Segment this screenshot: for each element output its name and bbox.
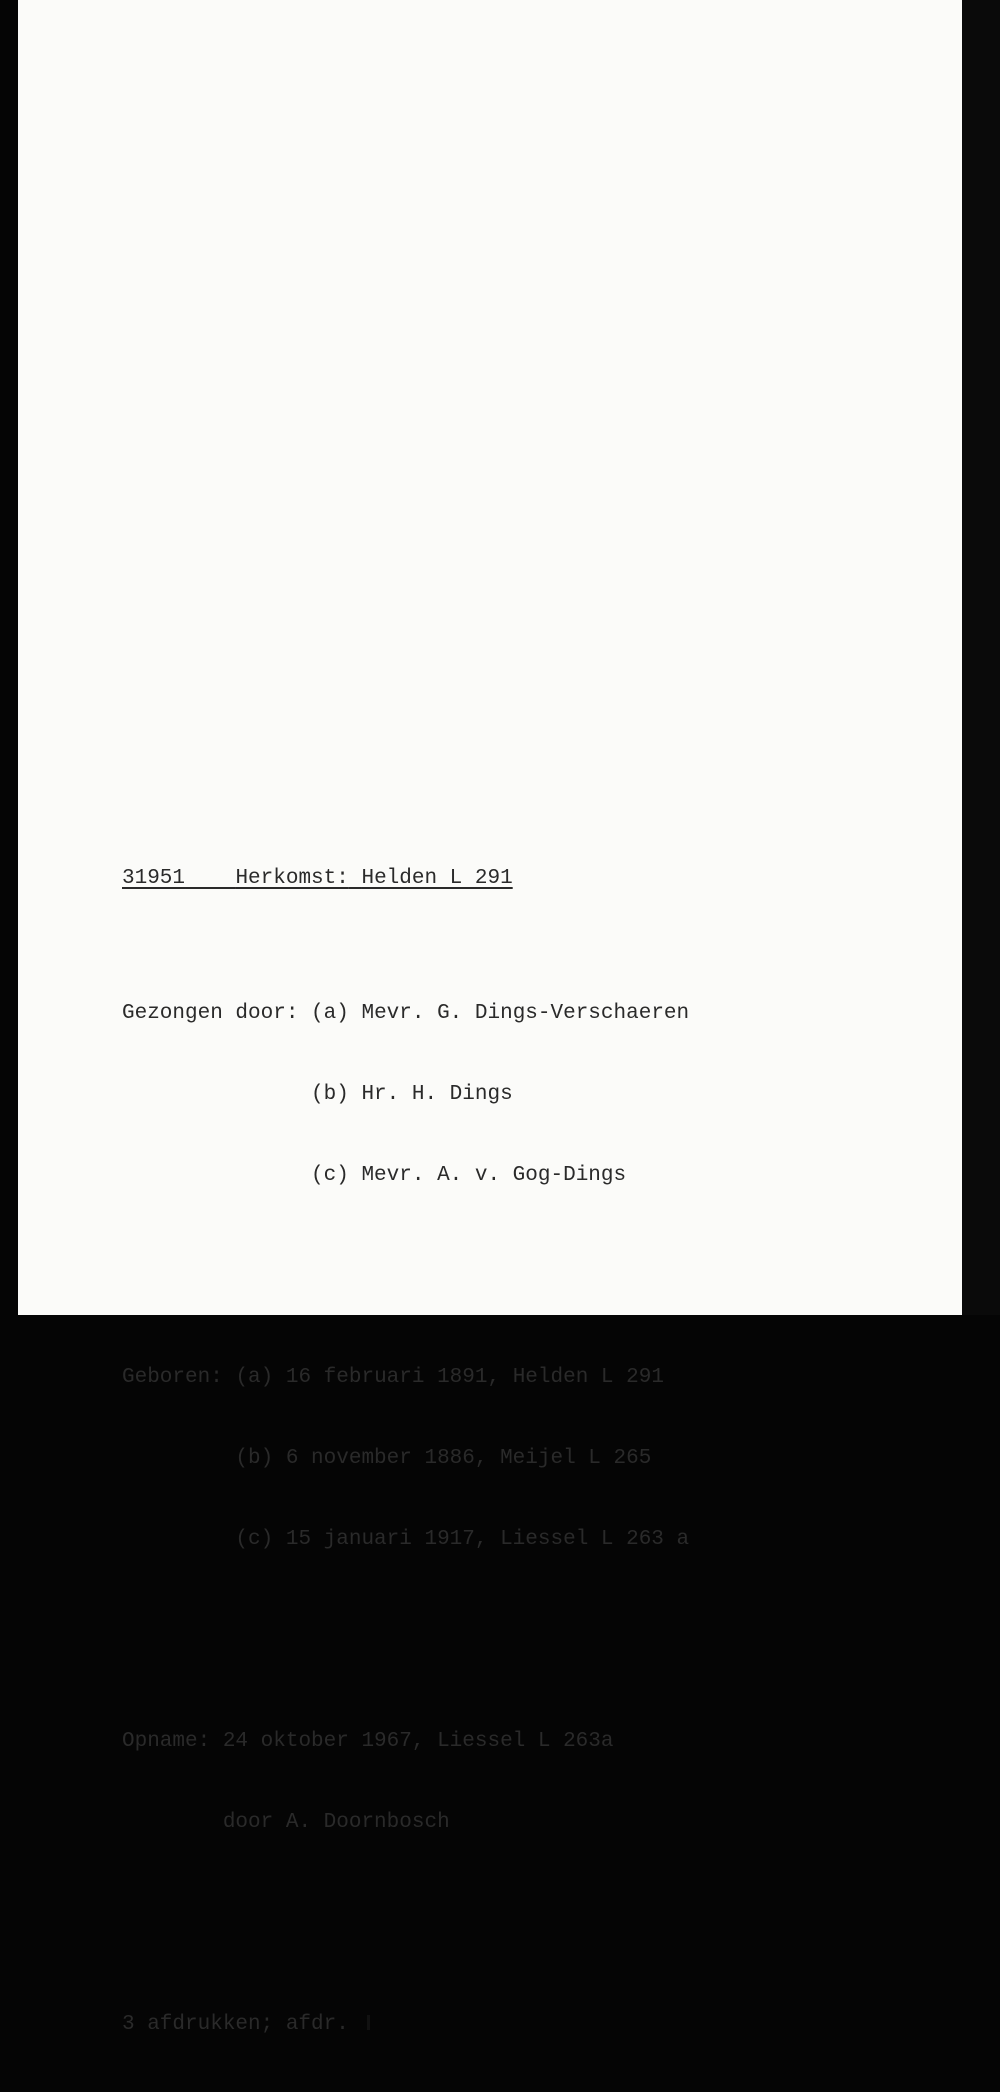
born-label: Geboren: — [122, 1366, 223, 1389]
section-gap — [122, 1634, 689, 1647]
born-row-a — [122, 1364, 689, 1391]
origin-label: Herkomst: — [235, 867, 349, 890]
recording-row — [122, 1728, 689, 1755]
born-row-b — [122, 1445, 689, 1472]
recording-label: Opname: — [122, 1730, 211, 1753]
card-header — [122, 865, 689, 892]
singer-name-c: Mevr. A. v. Gog-Dings — [361, 1164, 627, 1187]
singer-indent — [122, 1083, 311, 1106]
singer-name-a: Mevr. G. Dings-Verschaeren — [361, 1002, 690, 1025]
prints-text: 3 afdrukken; afdr. — [122, 2013, 349, 2036]
singer-row-b — [122, 1081, 689, 1108]
header-spacer — [185, 867, 235, 890]
singer-indent — [122, 1164, 311, 1187]
handwritten-mark — [367, 2015, 370, 2030]
born-marker-a: (a) — [235, 1366, 274, 1389]
recording-by-row — [122, 1809, 689, 1836]
born-indent — [122, 1447, 235, 1470]
scan-border — [962, 0, 1000, 1315]
prints-row — [122, 2011, 689, 2038]
record-number: 31951 — [122, 867, 186, 890]
section-gap — [122, 1917, 689, 1930]
archive-card — [122, 784, 689, 2092]
singer-row-c — [122, 1162, 689, 1189]
recording-indent — [122, 1811, 223, 1834]
born-value-a: 16 februari 1891, Helden L 291 — [285, 1366, 664, 1389]
singer-marker-a: (a) — [311, 1002, 349, 1025]
recording-date-place: 24 oktober 1967, Liessel L 263a — [222, 1730, 614, 1753]
section-gap — [122, 1270, 689, 1283]
born-value-c: 15 januari 1917, Liessel L 263 a — [285, 1528, 690, 1551]
singer-marker-b: (b) — [311, 1083, 349, 1106]
singers-label: Gezongen door: — [122, 1002, 299, 1025]
born-indent — [122, 1528, 235, 1551]
recording-by: door A. Doornbosch — [222, 1811, 450, 1834]
born-row-c — [122, 1526, 689, 1553]
singer-marker-c: (c) — [311, 1164, 349, 1187]
born-marker-b: (b) — [235, 1447, 274, 1470]
born-marker-c: (c) — [235, 1528, 274, 1551]
born-value-b: 6 november 1886, Meijel L 265 — [285, 1447, 652, 1470]
singer-name-b: Hr. H. Dings — [361, 1083, 513, 1106]
origin-value: Helden L 291 — [361, 867, 513, 890]
singer-row-a — [122, 1000, 689, 1027]
origin-spacer — [349, 867, 362, 890]
